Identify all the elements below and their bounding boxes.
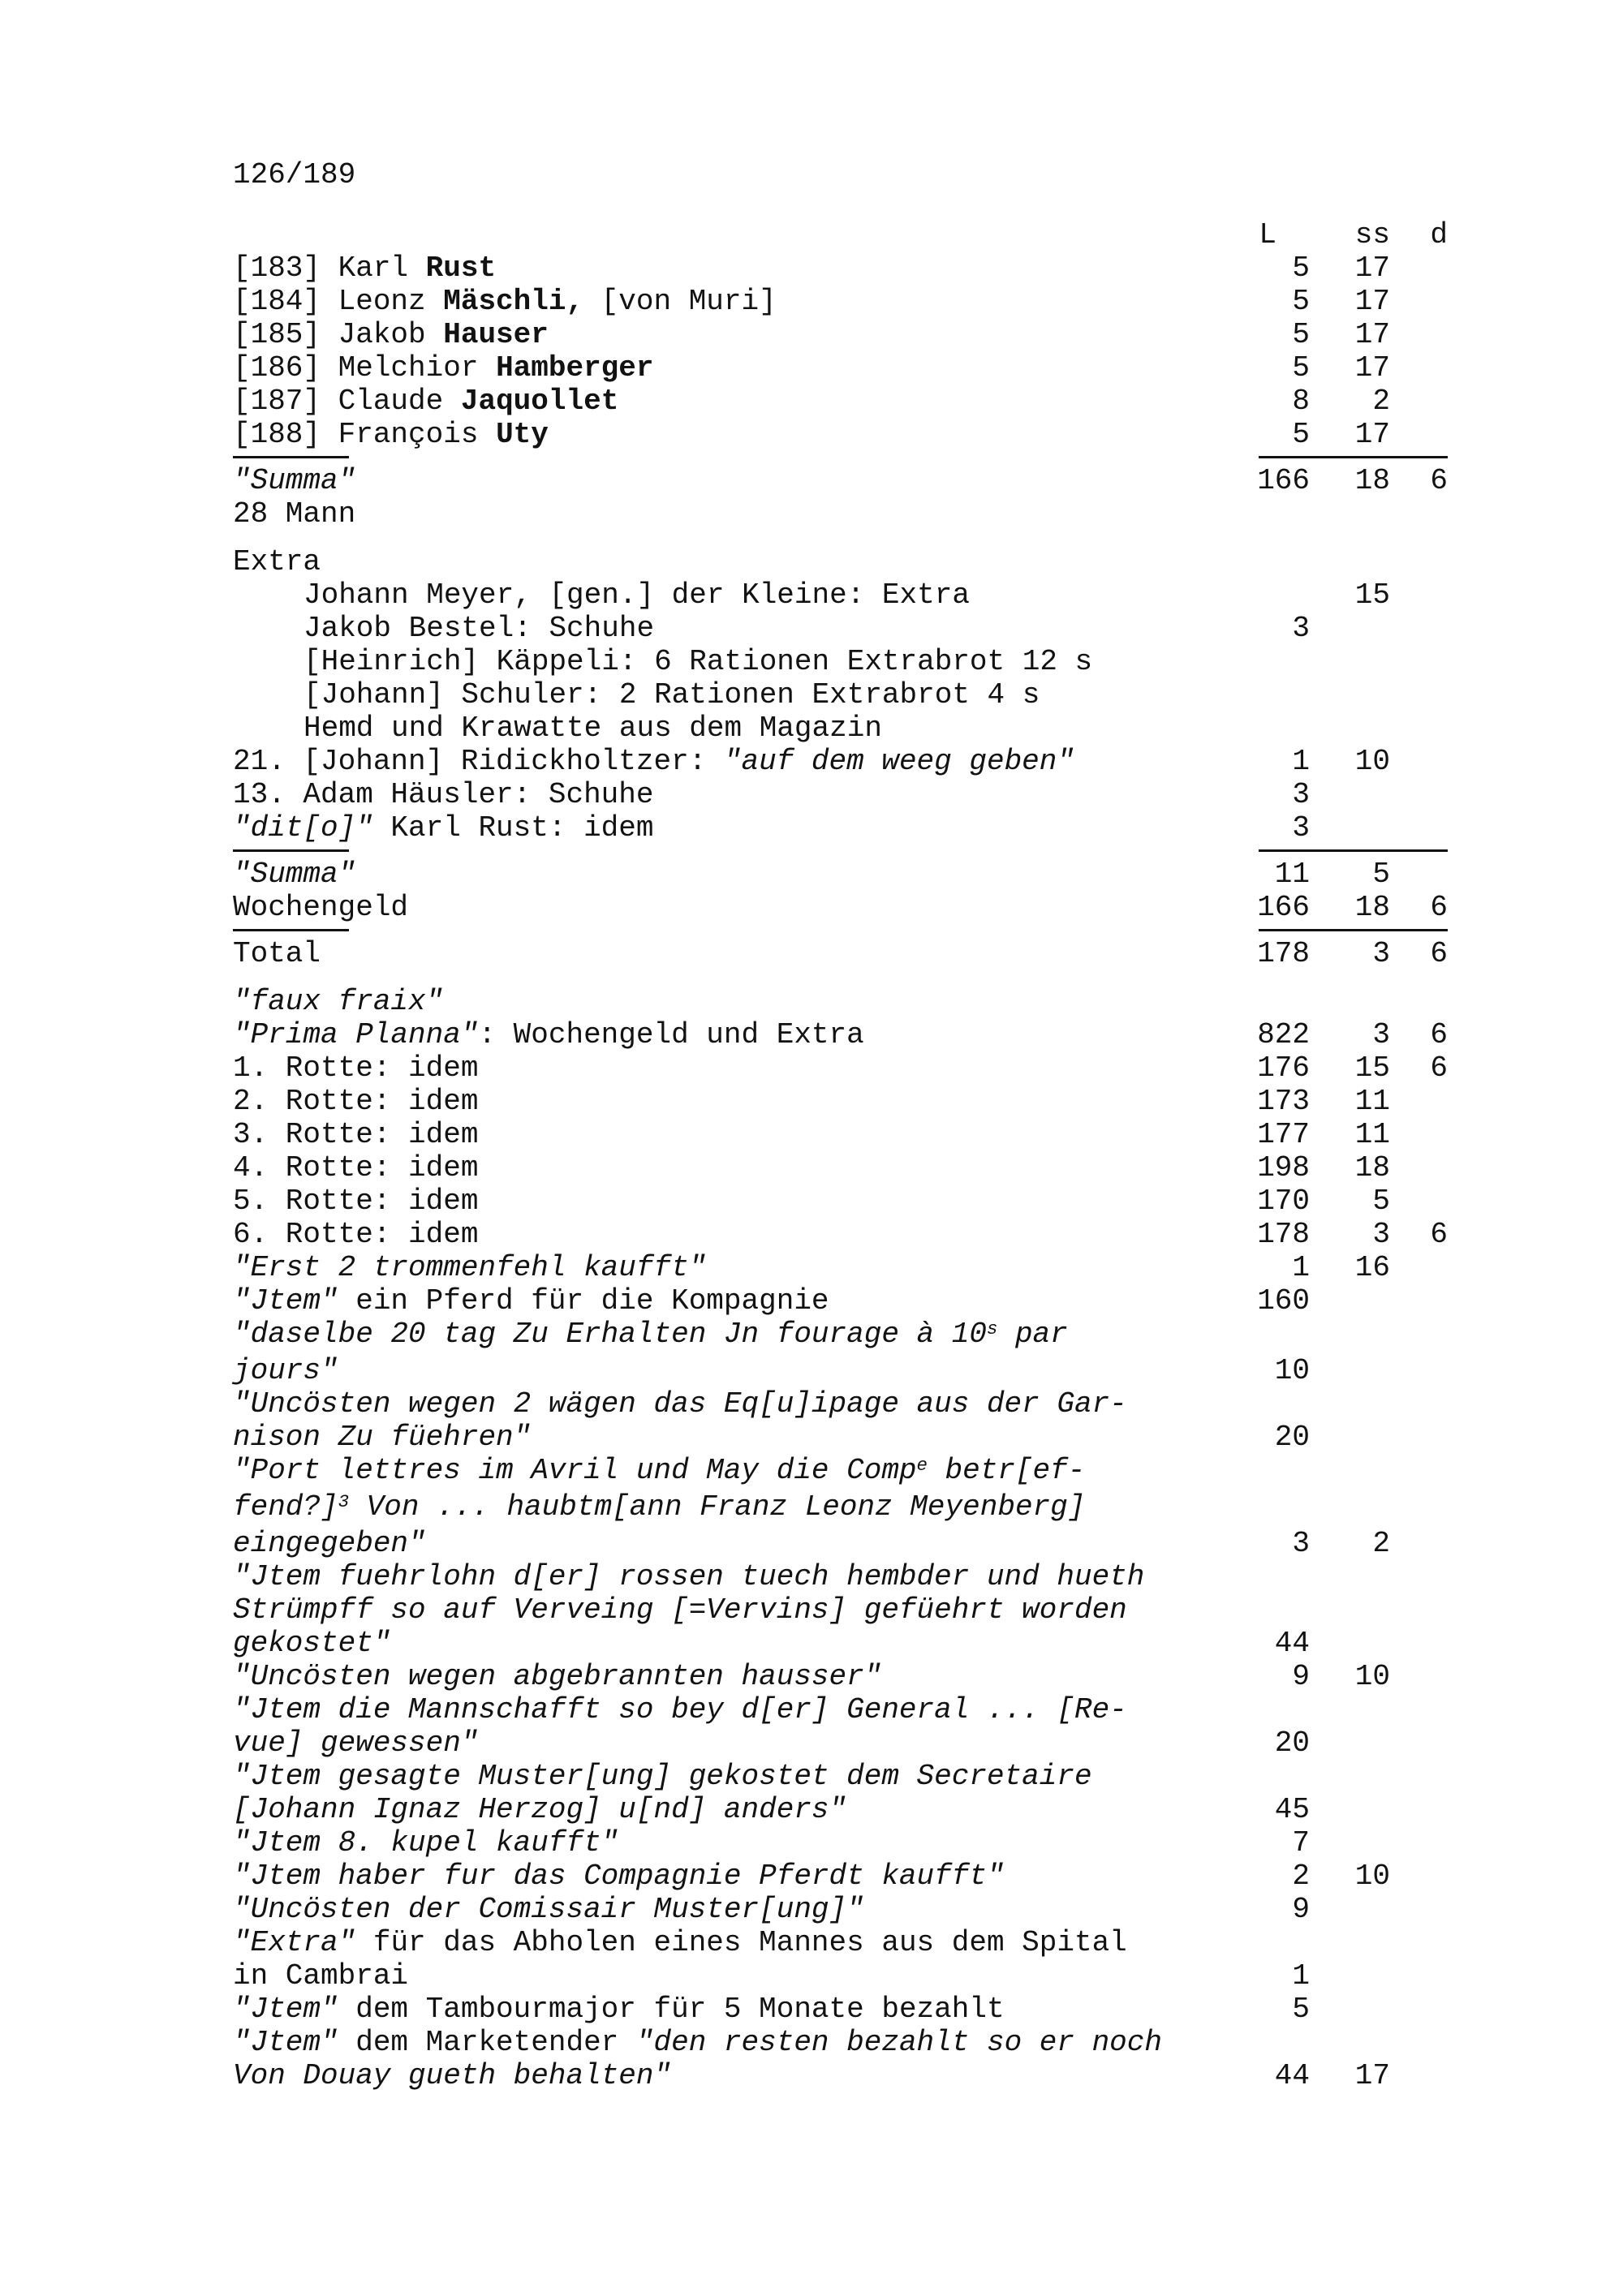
amount-livres: 45 (1274, 1793, 1310, 1826)
row-description (233, 1018, 1212, 1051)
text-segment: in Cambrai (233, 1959, 409, 1993)
ledger-row (233, 1793, 1448, 1826)
text-segment: [185] Jakob (233, 318, 444, 351)
text-segment: dem Marketender (338, 2026, 636, 2059)
amount-livres: 170 (1257, 1185, 1310, 1218)
amount-sols: 11 (1354, 1118, 1390, 1151)
row-description (233, 745, 1212, 778)
amount-sols: 17 (1354, 2059, 1390, 2092)
ledger-row (233, 985, 1448, 1018)
row-description (233, 1318, 1212, 1354)
ledger-row (233, 1185, 1448, 1218)
text-segment: 13. Adam Häusler: Schuhe (233, 778, 654, 811)
ledger-row (233, 497, 1448, 531)
ledger-row (233, 1251, 1448, 1284)
ledger-row (233, 1826, 1448, 1860)
text-segment: "Jtem" (233, 2026, 338, 2059)
ledger-row (233, 385, 1448, 418)
ledger-row (233, 612, 1448, 645)
text-segment: 3. Rotte: idem (233, 1118, 479, 1151)
ledger-row (233, 1693, 1448, 1726)
text-segment: Hemd und Krawatte aus dem Magazin (304, 712, 882, 745)
amount-livres: 1 (1292, 1959, 1310, 1993)
amount-sols: 17 (1354, 418, 1390, 451)
amount-sols: 10 (1354, 1860, 1390, 1893)
text-segment: [183] Karl (233, 252, 426, 285)
ledger-row (233, 1387, 1448, 1421)
sum-rule-row (233, 451, 1448, 464)
amount-livres: 7 (1292, 1826, 1310, 1860)
text-segment: Uty (496, 418, 549, 451)
text-segment: e (916, 1454, 928, 1476)
row-description (233, 2026, 1212, 2059)
ledger-row (233, 1218, 1448, 1251)
row-description (233, 1151, 1212, 1185)
amount-livres: 160 (1257, 1284, 1310, 1318)
text-segment: Rust (425, 252, 497, 285)
row-description (233, 1560, 1212, 1593)
row-description (233, 464, 1212, 497)
amount-sols: 15 (1354, 1051, 1390, 1085)
text-segment: "Jtem die Mannschafft so bey d[er] General ... [Re- (233, 1693, 1127, 1726)
row-description (233, 1593, 1212, 1627)
ledger-row (233, 1051, 1448, 1085)
text-segment: 6. Rotte: idem (233, 1218, 479, 1251)
text-segment: Von Douay gueth behalten" (233, 2059, 672, 2092)
amount-livres: 8 (1292, 385, 1310, 418)
row-description (233, 2059, 1212, 2092)
text-segment: "Summa" (233, 858, 356, 891)
text-segment: par (997, 1318, 1068, 1351)
amount-deniers: 6 (1430, 464, 1448, 497)
ledger-row (233, 285, 1448, 318)
amount-sols: 10 (1354, 1660, 1390, 1693)
amount-sols: 18 (1354, 891, 1390, 924)
ledger-row (233, 1627, 1448, 1660)
amount-livres: 5 (1292, 318, 1310, 351)
amount-livres: 198 (1257, 1151, 1310, 1185)
currency-header-row (233, 218, 1448, 252)
text-segment: "Jtem haber fur das Compagnie Pferdt kaufft" (233, 1860, 1005, 1893)
row-description (233, 1726, 1212, 1760)
ledger-row (233, 578, 1448, 612)
text-segment: "Summa" (233, 464, 356, 497)
row-description (233, 858, 1212, 891)
amount-livres: 178 (1257, 1218, 1310, 1251)
amount-deniers: 6 (1430, 1051, 1448, 1085)
amount-deniers: 6 (1430, 937, 1448, 970)
text-segment: "Uncösten wegen abgebrannten hausser" (233, 1660, 882, 1693)
sum-rule-right (1259, 849, 1448, 852)
amount-livres: 822 (1257, 1018, 1310, 1051)
amount-livres: 9 (1292, 1660, 1310, 1693)
row-description (233, 778, 1212, 811)
text-segment: für das Abholen eines Mannes aus dem Spital (355, 1926, 1127, 1959)
row-description (233, 1454, 1212, 1490)
row-description (233, 545, 1212, 578)
column-header-d: d (1430, 218, 1448, 252)
row-description (233, 1826, 1212, 1860)
amount-sols: 18 (1354, 464, 1390, 497)
row-description (233, 318, 1212, 351)
ledger-row (233, 1085, 1448, 1118)
text-segment: 1. Rotte: idem (233, 1051, 479, 1085)
amount-livres: 44 (1274, 2059, 1310, 2092)
row-description (233, 1051, 1212, 1085)
row-description (233, 385, 1212, 418)
text-segment: "dit[o]" (233, 811, 373, 845)
text-segment: "Jtem 8. kupel kaufft" (233, 1826, 619, 1860)
ledger-row (233, 1018, 1448, 1051)
ledger-row (233, 318, 1448, 351)
row-description (233, 1760, 1212, 1793)
text-segment: 3 (338, 1490, 350, 1512)
amount-deniers: 6 (1430, 1218, 1448, 1251)
text-segment: "Uncösten der Comissair Muster[ung]" (233, 1893, 864, 1926)
text-segment: "den resten bezahlt so er noch (635, 2026, 1162, 2059)
ledger-row (233, 1660, 1448, 1693)
amount-livres: 20 (1274, 1421, 1310, 1454)
text-segment: ein Pferd für die Kompagnie (338, 1284, 829, 1318)
row-description (233, 1793, 1212, 1826)
text-segment: [186] Melchior (233, 351, 497, 385)
text-segment: eingegeben" (233, 1527, 426, 1560)
row-description (233, 1527, 1212, 1560)
amount-sols: 17 (1354, 318, 1390, 351)
ledger-row (233, 1118, 1448, 1151)
ledger-row (233, 1760, 1448, 1793)
ledger-row (233, 1490, 1448, 1527)
row-description (233, 1959, 1212, 1993)
text-segment: Johann Meyer, [gen.] der Kleine: Extra (304, 578, 970, 612)
amount-livres: 2 (1292, 1860, 1310, 1893)
ledger-row (233, 1284, 1448, 1318)
text-segment: 5. Rotte: idem (233, 1185, 479, 1218)
row-description (233, 1926, 1212, 1959)
amount-livres: 1 (1292, 1251, 1310, 1284)
text-segment: Jaquollet (460, 385, 619, 418)
text-segment: Wochengeld (233, 891, 409, 924)
text-segment: "Prima Planna" (233, 1018, 479, 1051)
amount-livres: 178 (1257, 937, 1310, 970)
row-description (233, 612, 1212, 645)
text-segment: Von ... haubtm[ann Franz Leonz Meyenberg] (349, 1490, 1086, 1524)
ledger (233, 218, 1448, 2092)
row-description (233, 1490, 1212, 1527)
text-segment: Hamberger (496, 351, 654, 385)
sum-rule-left (233, 849, 349, 852)
text-segment: nison Zu füehren" (233, 1421, 532, 1454)
ledger-row (233, 778, 1448, 811)
ledger-row (233, 1993, 1448, 2026)
amount-livres: 5 (1292, 418, 1310, 451)
amount-livres: 166 (1257, 464, 1310, 497)
amount-sols: 3 (1372, 937, 1390, 970)
sum-rule-left (233, 929, 349, 931)
text-segment: 4. Rotte: idem (233, 1151, 479, 1185)
amount-livres: 3 (1292, 612, 1310, 645)
ledger-row (233, 1318, 1448, 1354)
row-description (233, 578, 1212, 612)
row-description (233, 1893, 1212, 1926)
ledger-row (233, 1959, 1448, 1993)
row-description (233, 1627, 1212, 1660)
amount-sols: 10 (1354, 745, 1390, 778)
text-segment: jours" (233, 1354, 338, 1387)
amount-sols: 2 (1372, 385, 1390, 418)
amount-sols: 2 (1372, 1527, 1390, 1560)
ledger-row (233, 1926, 1448, 1959)
row-description (233, 1387, 1212, 1421)
amount-sols: 17 (1354, 351, 1390, 385)
amount-sols: 17 (1354, 252, 1390, 285)
amount-livres: 5 (1292, 1993, 1310, 2026)
text-segment: vue] gewessen" (233, 1726, 479, 1760)
sum-rule-row (233, 924, 1448, 937)
text-segment: 28 Mann (233, 497, 356, 531)
row-description (233, 497, 1212, 531)
ledger-row (233, 545, 1448, 578)
text-segment: fend?] (233, 1490, 338, 1524)
ledger-row (233, 858, 1448, 891)
row-description (233, 252, 1212, 285)
row-description (233, 1085, 1212, 1118)
page-number: 126/189 (233, 158, 356, 191)
amount-livres: 173 (1257, 1085, 1310, 1118)
text-segment: "faux fraix" (233, 985, 444, 1018)
ledger-row (233, 712, 1448, 745)
ledger-row (233, 745, 1448, 778)
text-segment: dem Tambourmajor für 5 Monate bezahlt (338, 1993, 1005, 2026)
text-segment: "Erst 2 trommenfehl kaufft" (233, 1251, 707, 1284)
amount-livres: 9 (1292, 1893, 1310, 1926)
ledger-row (233, 252, 1448, 285)
text-segment: s (986, 1318, 998, 1339)
row-description (233, 1354, 1212, 1387)
ledger-row (233, 891, 1448, 924)
row-description (233, 1993, 1212, 2026)
row-description (233, 678, 1212, 712)
row-description (233, 351, 1212, 385)
ledger-row (233, 1527, 1448, 1560)
column-header-l: L (1259, 218, 1276, 252)
amount-livres: 44 (1274, 1627, 1310, 1660)
row-description (233, 1118, 1212, 1151)
text-segment: [187] Claude (233, 385, 461, 418)
ledger-row (233, 1860, 1448, 1893)
ledger-row (233, 1726, 1448, 1760)
sum-rule-row (233, 845, 1448, 858)
ledger-row (233, 1560, 1448, 1593)
ledger-row (233, 2059, 1448, 2092)
text-segment: betr[ef- (927, 1454, 1086, 1487)
text-segment: "Extra" (233, 1926, 356, 1959)
amount-livres: 5 (1292, 285, 1310, 318)
amount-livres: 166 (1257, 891, 1310, 924)
text-segment: Total (233, 937, 321, 970)
row-description (233, 811, 1212, 845)
amount-sols: 5 (1372, 858, 1390, 891)
row-description (233, 645, 1212, 678)
row-description (233, 1860, 1212, 1893)
text-segment: [188] François (233, 418, 497, 451)
text-segment: Hauser (443, 318, 549, 351)
amount-livres: 5 (1292, 351, 1310, 385)
spacer (233, 531, 1448, 545)
row-description (233, 937, 1212, 970)
ledger-row (233, 1893, 1448, 1926)
amount-livres: 11 (1274, 858, 1310, 891)
ledger-row (233, 2026, 1448, 2059)
text-segment: 2. Rotte: idem (233, 1085, 479, 1118)
text-segment: 21. [Johann] Ridickholtzer: (233, 745, 724, 778)
text-segment: [Johann] Schuler: 2 Rationen Extrabrot 4 s (304, 678, 1040, 712)
amount-sols: 18 (1354, 1151, 1390, 1185)
amount-deniers: 6 (1430, 1018, 1448, 1051)
row-description (233, 1660, 1212, 1693)
amount-sols: 15 (1354, 578, 1390, 612)
sum-rule-right (1259, 929, 1448, 931)
text-segment: "Uncösten wegen 2 wägen das Eq[u]ipage aus der Gar- (233, 1387, 1127, 1421)
ledger-row (233, 1454, 1448, 1490)
text-segment: [Heinrich] Käppeli: 6 Rationen Extrabrot 12 s (304, 645, 1093, 678)
row-description (233, 1284, 1212, 1318)
ledger-row (233, 1593, 1448, 1627)
amount-sols: 16 (1354, 1251, 1390, 1284)
text-segment: Jakob Bestel: Schuhe (304, 612, 655, 645)
text-segment: [Johann Ignaz Herzog] u[nd] anders" (233, 1793, 847, 1826)
row-description (233, 1421, 1212, 1454)
text-segment: Extra (233, 545, 321, 578)
row-description (233, 1693, 1212, 1726)
text-segment: "Jtem fuehrlohn d[er] rossen tuech hembder und hueth (233, 1560, 1145, 1593)
row-description (233, 418, 1212, 451)
amount-sols: 17 (1354, 285, 1390, 318)
ledger-row (233, 418, 1448, 451)
amount-deniers: 6 (1430, 891, 1448, 924)
amount-sols: 11 (1354, 1085, 1390, 1118)
text-segment: "Jtem gesagte Muster[ung] gekostet dem Secretaire (233, 1760, 1092, 1793)
ledger-row (233, 678, 1448, 712)
text-segment: "auf dem weeg geben" (723, 745, 1074, 778)
amount-sols: 5 (1372, 1185, 1390, 1218)
ledger-row (233, 1421, 1448, 1454)
row-description (233, 1218, 1212, 1251)
ledger-row (233, 645, 1448, 678)
amount-livres: 3 (1292, 811, 1310, 845)
text-segment: "Port lettres im Avril und May die Comp (233, 1454, 917, 1487)
amount-sols: 3 (1372, 1218, 1390, 1251)
text-segment: [von Muri] (583, 285, 777, 318)
ledger-row (233, 464, 1448, 497)
amount-livres: 3 (1292, 1527, 1310, 1560)
ledger-row (233, 811, 1448, 845)
text-segment: "Jtem" (233, 1993, 338, 2026)
ledger-row (233, 937, 1448, 970)
amount-livres: 177 (1257, 1118, 1310, 1151)
amount-livres: 1 (1292, 745, 1310, 778)
amount-livres: 10 (1274, 1354, 1310, 1387)
spacer (233, 970, 1448, 985)
sum-rule-left (233, 456, 349, 458)
amount-livres: 3 (1292, 778, 1310, 811)
text-segment: [184] Leonz (233, 285, 444, 318)
text-segment: Strümpff so auf Verveing [=Vervins] gefüehrt worden (233, 1593, 1127, 1627)
sum-rule-right (1259, 456, 1448, 458)
text-segment: Karl Rust: idem (372, 811, 654, 845)
text-segment: gekostet" (233, 1627, 391, 1660)
row-description (233, 285, 1212, 318)
row-description (233, 1251, 1212, 1284)
text-segment: : Wochengeld und Extra (478, 1018, 864, 1051)
ledger-row (233, 351, 1448, 385)
amount-livres: 20 (1274, 1726, 1310, 1760)
ledger-row (233, 1151, 1448, 1185)
text-segment: Mäschli, (443, 285, 584, 318)
column-header-ss: ss (1354, 218, 1390, 252)
row-description (233, 1185, 1212, 1218)
amount-livres: 5 (1292, 252, 1310, 285)
amount-livres: 176 (1257, 1051, 1310, 1085)
text-segment: "daselbe 20 tag Zu Erhalten Jn fourage à 10 (233, 1318, 987, 1351)
row-description (233, 891, 1212, 924)
amount-sols: 3 (1372, 1018, 1390, 1051)
text-segment: "Jtem" (233, 1284, 338, 1318)
ledger-row (233, 1354, 1448, 1387)
row-description (233, 985, 1212, 1018)
row-description (233, 712, 1212, 745)
